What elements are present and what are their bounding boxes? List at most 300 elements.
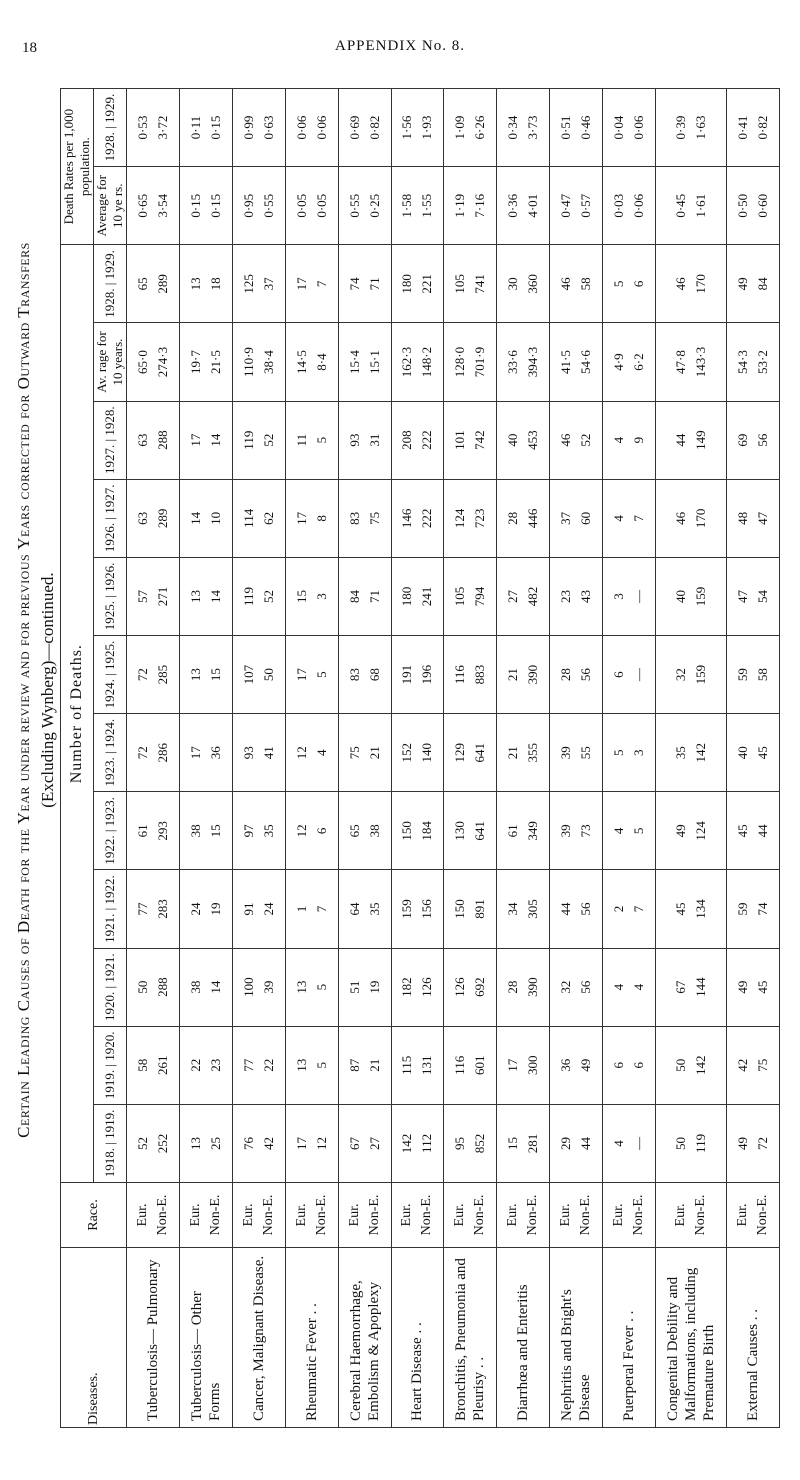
- deaths-cell: [179, 557, 232, 635]
- deaths-cell: [656, 636, 727, 714]
- rate-eur: 0·36: [505, 193, 521, 218]
- rate-eur: 0·47: [558, 193, 574, 218]
- rate-non-eur: 7·16: [472, 193, 488, 218]
- deaths-eur: 119: [240, 586, 256, 606]
- deaths-eur: 4: [611, 827, 627, 835]
- deaths-cell: [444, 1026, 497, 1104]
- deaths-eur: 4: [611, 983, 627, 991]
- deaths-non-eur: —: [631, 589, 647, 603]
- deaths-eur: 13: [187, 668, 203, 682]
- deaths-cell: [127, 323, 180, 401]
- deaths-non-eur: 58: [578, 277, 594, 291]
- deaths-non-eur: 14: [207, 589, 223, 603]
- deaths-non-eur: 38: [366, 824, 382, 838]
- deaths-non-eur: 883: [472, 664, 488, 685]
- deaths-non-eur: 742: [472, 430, 488, 450]
- deaths-eur: 91: [240, 902, 256, 916]
- race-cell: [285, 1183, 338, 1248]
- deaths-eur: 191: [399, 664, 415, 685]
- rate-non-eur: 0·55: [260, 193, 276, 218]
- deaths-eur: 47·8: [673, 350, 689, 374]
- deaths-eur: 129: [452, 742, 468, 763]
- deaths-non-eur: 50: [260, 668, 276, 682]
- deaths-eur: 49: [673, 824, 689, 838]
- deaths-cell: [391, 870, 444, 948]
- rate-cell: [338, 89, 391, 167]
- deaths-eur: 65: [346, 824, 362, 838]
- race-label: Non-E.: [755, 1194, 771, 1236]
- race-cell: [338, 1183, 391, 1248]
- deaths-eur: 35: [673, 746, 689, 760]
- deaths-eur: 30: [505, 277, 521, 291]
- rate-eur: 0·39: [673, 115, 689, 140]
- deaths-cell: [727, 245, 780, 323]
- rate-non-eur: 0·06: [631, 193, 647, 218]
- rate-eur: 0·55: [346, 193, 362, 218]
- table-body: [127, 89, 780, 1428]
- deaths-cell: [727, 714, 780, 792]
- deaths-cell: [603, 636, 656, 714]
- deaths-non-eur: 21·5: [207, 350, 223, 374]
- rate-non-eur: 0·15: [207, 193, 223, 218]
- deaths-non-eur: 794: [472, 586, 488, 607]
- race-cell: [550, 1183, 603, 1248]
- deaths-eur: 6: [611, 671, 627, 678]
- deaths-cell: [232, 1104, 285, 1182]
- deaths-eur: 28: [505, 511, 521, 525]
- year-header-cell: 1923. | 1924.: [94, 714, 127, 792]
- deaths-cell: [338, 1104, 391, 1182]
- deaths-non-eur: 355: [525, 742, 541, 763]
- deaths-non-eur: 148·2: [419, 346, 435, 378]
- deaths-cell: [550, 948, 603, 1026]
- deaths-cell: [497, 714, 550, 792]
- deaths-cell: [338, 714, 391, 792]
- deaths-cell: [550, 1026, 603, 1104]
- deaths-eur: 44: [558, 902, 574, 916]
- deaths-cell: [497, 1026, 550, 1104]
- deaths-eur: 13: [293, 1058, 309, 1072]
- deaths-eur: 13: [187, 1136, 203, 1150]
- caption-line-2: (Excluding Wynberg)—continued.: [38, 572, 57, 808]
- race-label: Non-E.: [419, 1194, 435, 1236]
- deaths-eur: 208: [399, 430, 415, 450]
- deaths-non-eur: —: [631, 668, 647, 682]
- deaths-cell: [391, 714, 444, 792]
- deaths-eur: 46: [558, 433, 574, 447]
- deaths-eur: 38: [187, 980, 203, 994]
- deaths-cell: [656, 714, 727, 792]
- rate-eur: 0·04: [611, 115, 627, 140]
- rate-non-eur: 1·61: [693, 193, 709, 218]
- rate-non-eur: 6·26: [472, 115, 488, 140]
- rate-non-eur: 0·60: [755, 193, 771, 218]
- deaths-eur: 116: [452, 665, 468, 685]
- deaths-eur: 24: [187, 902, 203, 916]
- deaths-non-eur: 36: [207, 746, 223, 760]
- deaths-cell: [550, 557, 603, 635]
- deaths-non-eur: 24: [260, 902, 276, 916]
- deaths-non-eur: 601: [472, 1055, 488, 1076]
- deaths-cell: [603, 870, 656, 948]
- deaths-non-eur: 52: [260, 433, 276, 447]
- table-row: [232, 89, 285, 1428]
- deaths-non-eur: 3: [313, 593, 329, 600]
- deaths-non-eur: 41: [260, 746, 276, 760]
- deaths-non-eur: 31: [366, 433, 382, 447]
- deaths-non-eur: 71: [366, 589, 382, 603]
- deaths-eur: 52: [134, 1136, 150, 1150]
- deaths-eur: 64: [346, 902, 362, 916]
- year-header-cell: 1926. | 1927.: [94, 479, 127, 557]
- deaths-eur: 41·5: [558, 350, 574, 374]
- deaths-non-eur: 43: [578, 589, 594, 603]
- deaths-non-eur: 56: [578, 980, 594, 994]
- rate-cell: [232, 167, 285, 245]
- deaths-cell: [727, 1026, 780, 1104]
- race-label: Eur.: [452, 1203, 468, 1227]
- deaths-non-eur: 241: [419, 586, 435, 607]
- rate-non-eur: 0·82: [366, 115, 382, 140]
- table-row: [179, 89, 232, 1428]
- deaths-non-eur: 58: [755, 668, 771, 682]
- race-label: Eur.: [187, 1203, 203, 1227]
- deaths-cell: [497, 323, 550, 401]
- deaths-cell: [444, 557, 497, 635]
- deaths-cell: [497, 636, 550, 714]
- rate-eur: 0·95: [240, 193, 256, 218]
- deaths-cell: [338, 792, 391, 870]
- year-header-cell: 1927. | 1928.: [94, 401, 127, 479]
- deaths-eur: 65·0: [134, 350, 150, 374]
- deaths-eur: 126: [452, 977, 468, 997]
- header-number-of-deaths: Number of Deaths.: [61, 245, 94, 1183]
- year-header-cell: Av. rage for 10 years.: [94, 323, 127, 401]
- deaths-non-eur: 35: [260, 824, 276, 838]
- deaths-non-eur: 222: [419, 508, 435, 529]
- deaths-cell: [285, 948, 338, 1026]
- deaths-non-eur: 170: [693, 508, 709, 529]
- deaths-eur: 4·9: [611, 353, 627, 371]
- deaths-non-eur: 394·3: [525, 346, 541, 378]
- deaths-cell: [179, 1104, 232, 1182]
- disease-name: Rheumatic Fever . .: [285, 1248, 338, 1428]
- deaths-non-eur: 281: [525, 1133, 541, 1154]
- deaths-cell: [391, 1104, 444, 1182]
- deaths-eur: 17: [293, 668, 309, 682]
- deaths-non-eur: 134: [693, 899, 709, 919]
- rate-non-eur: 0·82: [755, 115, 771, 140]
- deaths-eur: 83: [346, 511, 362, 525]
- deaths-cell: [232, 1026, 285, 1104]
- table-row: [338, 89, 391, 1428]
- deaths-eur: 124: [452, 508, 468, 529]
- deaths-cell: [391, 636, 444, 714]
- deaths-non-eur: 56: [578, 902, 594, 916]
- deaths-eur: 97: [240, 824, 256, 838]
- table-row: [727, 89, 780, 1428]
- deaths-cell: [550, 636, 603, 714]
- deaths-cell: [497, 245, 550, 323]
- deaths-cell: [497, 479, 550, 557]
- deaths-non-eur: 124: [693, 821, 709, 841]
- deaths-cell: [232, 479, 285, 557]
- deaths-non-eur: 49: [578, 1058, 594, 1072]
- deaths-cell: [338, 245, 391, 323]
- rate-cell: [656, 89, 727, 167]
- deaths-non-eur: 54·6: [578, 350, 594, 374]
- deaths-cell: [727, 479, 780, 557]
- deaths-eur: 29: [558, 1136, 574, 1150]
- header-death-rates: Death Rates per 1,000 population.: [61, 89, 94, 245]
- deaths-non-eur: 9: [631, 436, 647, 444]
- deaths-eur: 38: [187, 824, 203, 838]
- deaths-eur: 15: [293, 589, 309, 603]
- deaths-eur: 33·6: [505, 350, 521, 374]
- deaths-eur: 49: [735, 1136, 751, 1150]
- deaths-cell: [179, 870, 232, 948]
- deaths-cell: [127, 1026, 180, 1104]
- deaths-non-eur: 149: [693, 430, 709, 450]
- race-label: Non-E.: [154, 1194, 170, 1236]
- rate-eur: 1·09: [452, 115, 468, 140]
- deaths-cell: [338, 870, 391, 948]
- deaths-cell: [550, 401, 603, 479]
- deaths-non-eur: 126: [419, 977, 435, 997]
- deaths-non-eur: 23: [207, 1058, 223, 1072]
- deaths-eur: 17: [187, 433, 203, 447]
- race-label: Non-E.: [207, 1194, 223, 1236]
- deaths-eur: 23: [558, 589, 574, 603]
- deaths-eur: 58: [134, 1058, 150, 1072]
- deaths-cell: [232, 401, 285, 479]
- race-cell: [656, 1183, 727, 1248]
- deaths-eur: 5: [611, 280, 627, 288]
- deaths-eur: 46: [673, 277, 689, 291]
- deaths-eur: 67: [346, 1136, 362, 1150]
- rate-non-eur: 1·55: [419, 193, 435, 218]
- rate-eur: 0·51: [558, 115, 574, 140]
- rate-cell: [497, 167, 550, 245]
- deaths-non-eur: 19: [207, 902, 223, 916]
- deaths-cell: [497, 792, 550, 870]
- deaths-cell: [727, 636, 780, 714]
- deaths-cell: [497, 401, 550, 479]
- deaths-cell: [603, 948, 656, 1026]
- deaths-non-eur: 159: [693, 664, 709, 685]
- deaths-cell: [550, 1104, 603, 1182]
- table-row: [603, 89, 656, 1428]
- deaths-non-eur: 4: [631, 983, 647, 991]
- deaths-cell: [232, 792, 285, 870]
- deaths-non-eur: 4: [313, 749, 329, 756]
- deaths-cell: [338, 401, 391, 479]
- deaths-cell: [550, 245, 603, 323]
- deaths-eur: 17: [293, 277, 309, 291]
- deaths-cell: [656, 401, 727, 479]
- deaths-eur: 42: [735, 1058, 751, 1072]
- deaths-cell: [391, 323, 444, 401]
- deaths-cell: [391, 557, 444, 635]
- deaths-cell: [603, 323, 656, 401]
- deaths-non-eur: 390: [525, 977, 541, 997]
- rate-cell: [656, 167, 727, 245]
- deaths-non-eur: 6: [631, 1062, 647, 1069]
- deaths-cell: [603, 1026, 656, 1104]
- deaths-non-eur: 289: [154, 508, 170, 529]
- deaths-non-eur: 453: [525, 430, 541, 450]
- deaths-eur: 95: [452, 1136, 468, 1150]
- deaths-cell: [656, 245, 727, 323]
- deaths-non-eur: 84: [755, 277, 771, 291]
- rate-cell: [727, 167, 780, 245]
- rate-cell: [444, 167, 497, 245]
- deaths-non-eur: 7: [313, 905, 329, 913]
- deaths-eur: 114: [240, 508, 256, 528]
- deaths-cell: [550, 323, 603, 401]
- disease-name: Cerebral Haemorrhage, Embolism & Apoplexy: [338, 1248, 391, 1428]
- year-header-cell: 1921. | 1922.: [94, 870, 127, 948]
- disease-name: Congenital Debility and Malformations, including Premature Birth: [656, 1248, 727, 1428]
- deaths-non-eur: 7: [631, 515, 647, 522]
- deaths-eur: 22: [187, 1058, 203, 1072]
- rate-non-eur: 0·63: [260, 115, 276, 140]
- rate-cell: [285, 167, 338, 245]
- deaths-non-eur: 8·4: [313, 353, 329, 371]
- deaths-non-eur: 14: [207, 980, 223, 994]
- disease-name: Nephritis and Bright's Disease: [550, 1248, 603, 1428]
- deaths-non-eur: 446: [525, 508, 541, 529]
- deaths-eur: 4: [611, 515, 627, 522]
- race-label: Eur.: [134, 1203, 150, 1227]
- deaths-cell: [391, 948, 444, 1026]
- rate-eur: 0·11: [187, 115, 203, 140]
- rate-cell: [232, 89, 285, 167]
- race-label: Eur.: [346, 1203, 362, 1227]
- rate-eur: 0·15: [187, 193, 203, 218]
- year-header-cell: 1922. | 1923.: [94, 792, 127, 870]
- deaths-cell: [232, 948, 285, 1026]
- deaths-eur: 2: [611, 905, 627, 913]
- deaths-non-eur: 72: [755, 1136, 771, 1150]
- deaths-eur: 107: [240, 664, 256, 685]
- race-label: Eur.: [673, 1203, 689, 1227]
- deaths-cell: [179, 948, 232, 1026]
- death-causes-table-wrap: [60, 88, 780, 1428]
- race-label: Non-E.: [693, 1194, 709, 1236]
- deaths-non-eur: 18: [207, 277, 223, 291]
- deaths-cell: [127, 557, 180, 635]
- deaths-cell: [127, 870, 180, 948]
- rate-eur: 0·34: [505, 115, 521, 140]
- deaths-eur: 17: [187, 746, 203, 760]
- deaths-non-eur: 27: [366, 1136, 382, 1150]
- deaths-cell: [656, 1026, 727, 1104]
- deaths-eur: 28: [558, 668, 574, 682]
- deaths-eur: 44: [673, 433, 689, 447]
- deaths-non-eur: 56: [755, 433, 771, 447]
- table-row: [127, 89, 180, 1428]
- deaths-non-eur: 285: [154, 664, 170, 685]
- deaths-eur: 40: [505, 433, 521, 447]
- deaths-non-eur: 159: [693, 586, 709, 607]
- deaths-eur: 180: [399, 274, 415, 294]
- rate-non-eur: 1·93: [419, 115, 435, 140]
- deaths-cell: [285, 323, 338, 401]
- deaths-cell: [727, 870, 780, 948]
- deaths-eur: 12: [293, 824, 309, 838]
- rate-cell: [127, 167, 180, 245]
- deaths-non-eur: 35: [366, 902, 382, 916]
- deaths-non-eur: 14: [207, 433, 223, 447]
- deaths-cell: [285, 557, 338, 635]
- deaths-cell: [727, 323, 780, 401]
- deaths-eur: 45: [735, 824, 751, 838]
- deaths-cell: [285, 870, 338, 948]
- race-label: Eur.: [611, 1203, 627, 1227]
- deaths-eur: 40: [673, 589, 689, 603]
- deaths-eur: 67: [673, 980, 689, 994]
- deaths-non-eur: 293: [154, 821, 170, 841]
- deaths-cell: [391, 1026, 444, 1104]
- deaths-cell: [656, 948, 727, 1026]
- race-label: Non-E.: [472, 1194, 488, 1236]
- deaths-cell: [603, 557, 656, 635]
- deaths-cell: [232, 636, 285, 714]
- deaths-cell: [603, 245, 656, 323]
- year-header-cell: 1920. | 1921.: [94, 948, 127, 1026]
- deaths-eur: 3: [611, 593, 627, 600]
- race-cell: [127, 1183, 180, 1248]
- deaths-eur: 76: [240, 1136, 256, 1150]
- deaths-cell: [391, 401, 444, 479]
- deaths-eur: 63: [134, 511, 150, 525]
- caption-line-1: Certain Leading Causes of Death for the Year under review and for previous Years corrected for Outward Transfers: [14, 242, 33, 1138]
- deaths-cell: [550, 479, 603, 557]
- deaths-non-eur: 68: [366, 668, 382, 682]
- deaths-cell: [444, 792, 497, 870]
- disease-name: Heart Disease . .: [391, 1248, 444, 1428]
- deaths-non-eur: 74: [755, 902, 771, 916]
- rate-cell: [603, 167, 656, 245]
- deaths-cell: [179, 714, 232, 792]
- deaths-cell: [127, 792, 180, 870]
- deaths-cell: [179, 1026, 232, 1104]
- deaths-eur: 27: [505, 589, 521, 603]
- deaths-non-eur: 22: [260, 1058, 276, 1072]
- deaths-eur: 72: [134, 746, 150, 760]
- deaths-eur: 51: [346, 980, 362, 994]
- deaths-cell: [285, 401, 338, 479]
- year-header-cell: 1928. | 1929.: [94, 245, 127, 323]
- rate-non-eur: 0·06: [631, 115, 647, 140]
- deaths-eur: 17: [293, 1136, 309, 1150]
- rate-cell: [391, 167, 444, 245]
- deaths-non-eur: 7: [313, 280, 329, 288]
- deaths-eur: 101: [452, 430, 468, 450]
- rate-cell: [444, 89, 497, 167]
- deaths-eur: 93: [240, 746, 256, 760]
- deaths-eur: 77: [240, 1058, 256, 1072]
- deaths-eur: 32: [673, 668, 689, 682]
- deaths-eur: 17: [505, 1058, 521, 1072]
- deaths-cell: [127, 948, 180, 1026]
- deaths-non-eur: 641: [472, 742, 488, 763]
- disease-name: Cancer, Malignant Disease.: [232, 1248, 285, 1428]
- deaths-eur: 61: [134, 824, 150, 838]
- deaths-non-eur: 221: [419, 274, 435, 294]
- rate-cell: [550, 167, 603, 245]
